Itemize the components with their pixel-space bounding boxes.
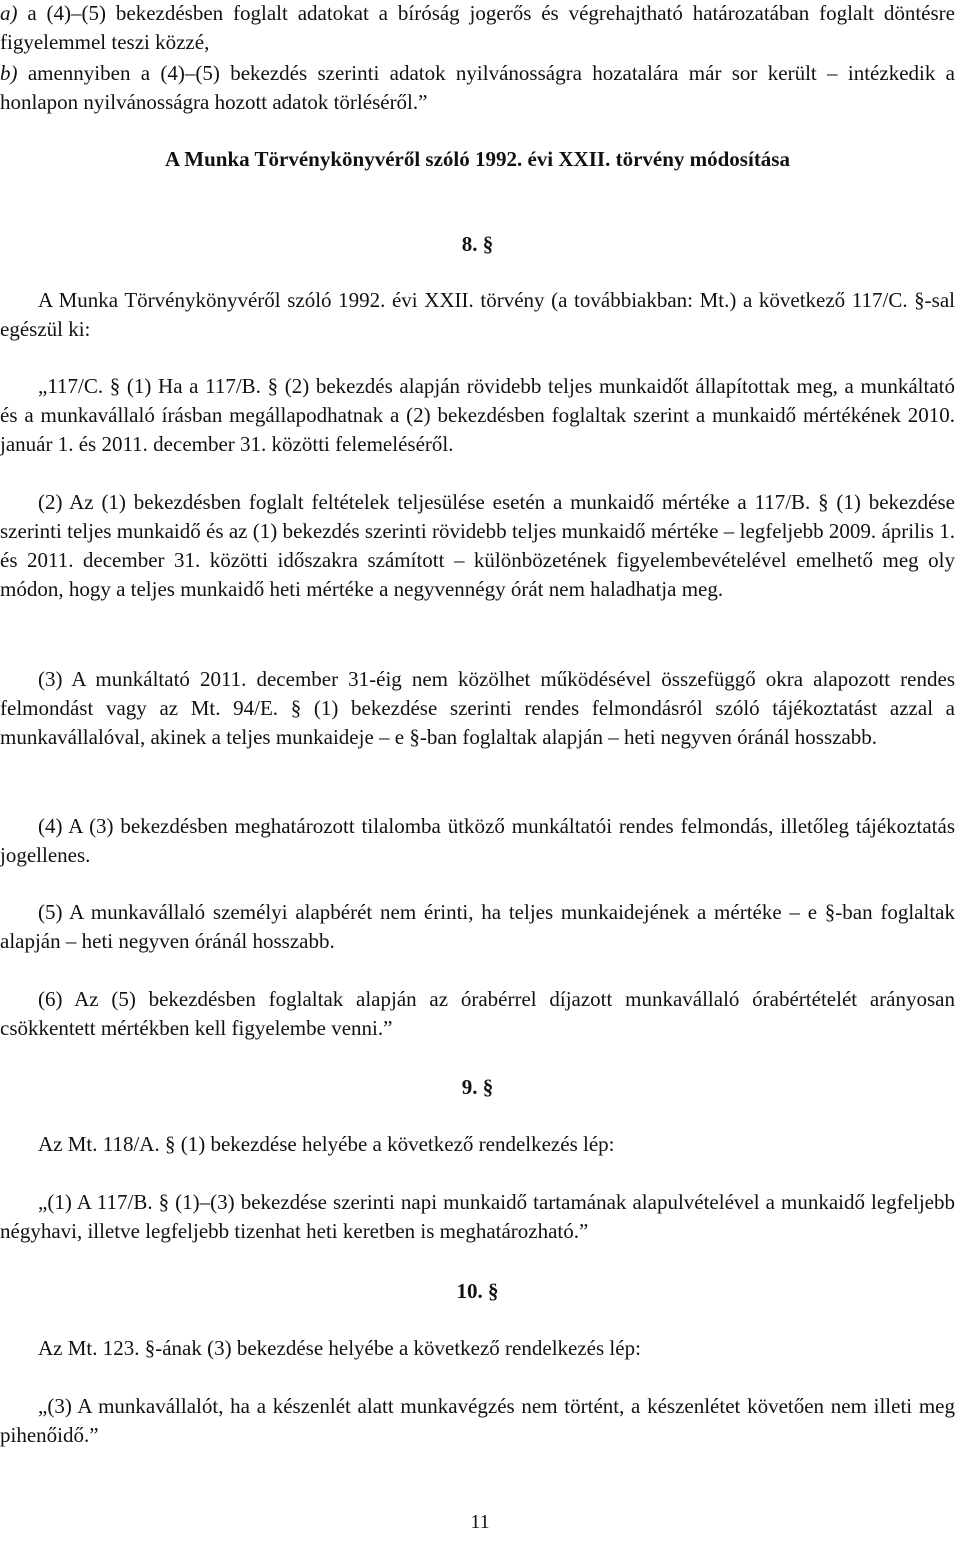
section-8-paragraph-4: (4) A (3) bekezdésben meghatározott tilalomba ütköző munkáltatói rendes felmondás, illetőleg tájékoztatás jogellenes. — [0, 814, 955, 867]
section-9-heading: 9. § — [461, 1075, 494, 1099]
section-8-paragraph-5: (5) A munkavállaló személyi alapbérét nem érinti, ha teljes munkaidejének a mértéke – e §-ban foglaltak alapján – heti negyven óránál hosszabb. — [0, 900, 955, 953]
section-9-intro: Az Mt. 118/A. § (1) bekezdése helyébe a következő rendelkezés lép: — [38, 1132, 615, 1156]
item-b-label: b) — [0, 61, 18, 85]
item-a-label: a) — [0, 1, 18, 25]
section-8-intro: A Munka Törvénykönyvéről szóló 1992. évi XXII. törvény (a továbbiakban: Mt.) a következő 117/C. §-sal egészül ki: — [0, 288, 955, 341]
section-8-paragraph-2: (2) Az (1) bekezdésben foglalt feltételek teljesülése esetén a munkaidő mértéke a 117/B. § (1) bekezdése szerinti teljes munkaidő és az (1) bekezdés szerinti rövidebb teljes munkaidő mértéke – legfeljebb 2009. április 1. és 2011. december 31. közötti időszakra számított – különbözetének figyelembevételével emelhető meg oly módon, hogy a teljes munkaidő heti mértéke a negyvennégy órát nem haladhatja meg. — [0, 490, 955, 601]
item-a-paragraph — [0, 0, 955, 57]
item-b-paragraph — [0, 59, 955, 117]
section-10-paragraph-1: „(3) A munkavállalót, ha a készenlét alatt munkavégzés nem történt, a készenlétet követően nem illeti meg pihenőidő.” — [0, 1394, 955, 1447]
item-a-text: a (4)–(5) bekezdésben foglalt adatokat a bíróság jogerős és végrehajtható határozatában foglalt döntésre figyelemmel teszi közzé, — [0, 1, 955, 54]
item-b-text: amennyiben a (4)–(5) bekezdés szerinti adatok nyilvánosságra hozatalára már sor került – intézkedik a honlapon nyilvánosságra hozott adatok törléséről.” — [0, 61, 955, 114]
page-number: 11 — [470, 1511, 490, 1533]
section-10-heading: 10. § — [456, 1279, 499, 1303]
section-title: A Munka Törvénykönyvéről szóló 1992. évi XXII. törvény módosítása — [165, 147, 790, 171]
section-8-heading: 8. § — [461, 232, 494, 256]
section-8-paragraph-6: (6) Az (5) bekezdésben foglaltak alapján az órabérrel díjazott munkavállaló órabértételét arányosan csökkentett mértékben kell figyelembe venni.” — [0, 987, 955, 1040]
section-8-paragraph-1: „117/C. § (1) Ha a 117/B. § (2) bekezdés alapján rövidebb teljes munkaidőt állapítottak meg, a munkáltató és a munkavállaló írásban megállapodhatnak a (2) bekezdésben foglaltak szerint a munkaidő mértékének 2010. január 1. és 2011. december 31. közötti felemeléséről. — [0, 374, 955, 456]
section-9-paragraph-1: „(1) A 117/B. § (1)–(3) bekezdése szerinti napi munkaidő tartamának alapulvételével a munkaidő legfeljebb négyhavi, illetve legfeljebb tizenhat heti keretben is meghatározható.” — [0, 1190, 955, 1243]
section-10-intro: Az Mt. 123. §-ának (3) bekezdése helyébe a következő rendelkezés lép: — [38, 1336, 641, 1360]
section-8-paragraph-3: (3) A munkáltató 2011. december 31-éig nem közölhet működésével összefüggő okra alapozott rendes felmondást vagy az Mt. 94/E. § (1) bekezdése szerinti rendes felmondásról szóló tájékoztatást azzal a munkavállalóval, akinek a teljes munkaideje – e §-ban foglaltak alapján – heti negyven óránál hosszabb. — [0, 667, 955, 749]
